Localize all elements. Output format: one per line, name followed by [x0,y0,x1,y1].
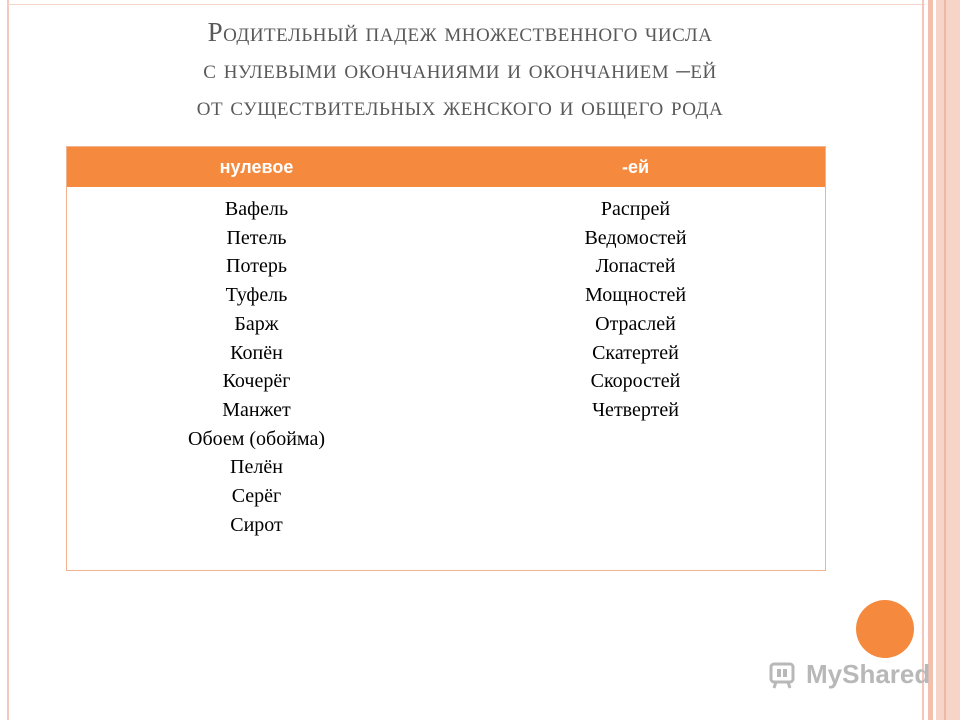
column-zero-ending [67,195,446,539]
list-item: Лопастей [595,255,676,278]
word-table [66,146,826,571]
list-item: Сирот [230,513,283,536]
title-line-2: с нулевыми окончаниями и окончанием –ей [203,54,717,84]
list-item: Обоем (обойма) [188,427,325,450]
decor-stripe [936,0,960,720]
list-item: Барж [234,312,279,335]
list-item: Мощностей [584,284,687,307]
header-ey-ending: -ей [621,156,650,177]
list-item: Отраслей [595,312,676,335]
myshared-logo-icon [768,658,800,690]
header-zero-ending: нулевое [219,156,294,177]
list-item: Скатертей [592,341,679,364]
decor-stripe [944,0,946,720]
list-item: Серёг [231,485,282,508]
myshared-watermark[interactable] [768,656,930,692]
list-item: Пелён [230,456,283,479]
list-item: Ведомостей [584,226,687,249]
list-item: Вафель [224,198,289,220]
list-item: Распрей [600,198,671,220]
slide-frame-top [7,4,925,5]
table-body [67,187,825,539]
list-item: Петель [226,226,287,249]
title-line-1: Родительный падеж множественного числа [207,17,713,47]
list-item: Кочерёг [222,370,291,393]
decor-stripe [922,0,924,720]
list-item: Туфель [225,284,288,307]
decor-circle [856,600,914,658]
slide-frame-left [7,0,9,720]
list-item: Манжет [222,398,291,421]
watermark-text: MyShared [806,658,931,689]
list-item: Скоростей [590,370,681,393]
title-line-3: от существительных женского и общего рода [196,91,724,121]
slide-title [60,14,860,125]
list-item: Четвертей [592,398,679,421]
list-item: Копён [230,341,283,364]
list-item: Потерь [226,255,287,278]
decor-stripe [928,0,933,720]
table-header-row [67,147,825,187]
column-ey-ending [446,195,825,539]
